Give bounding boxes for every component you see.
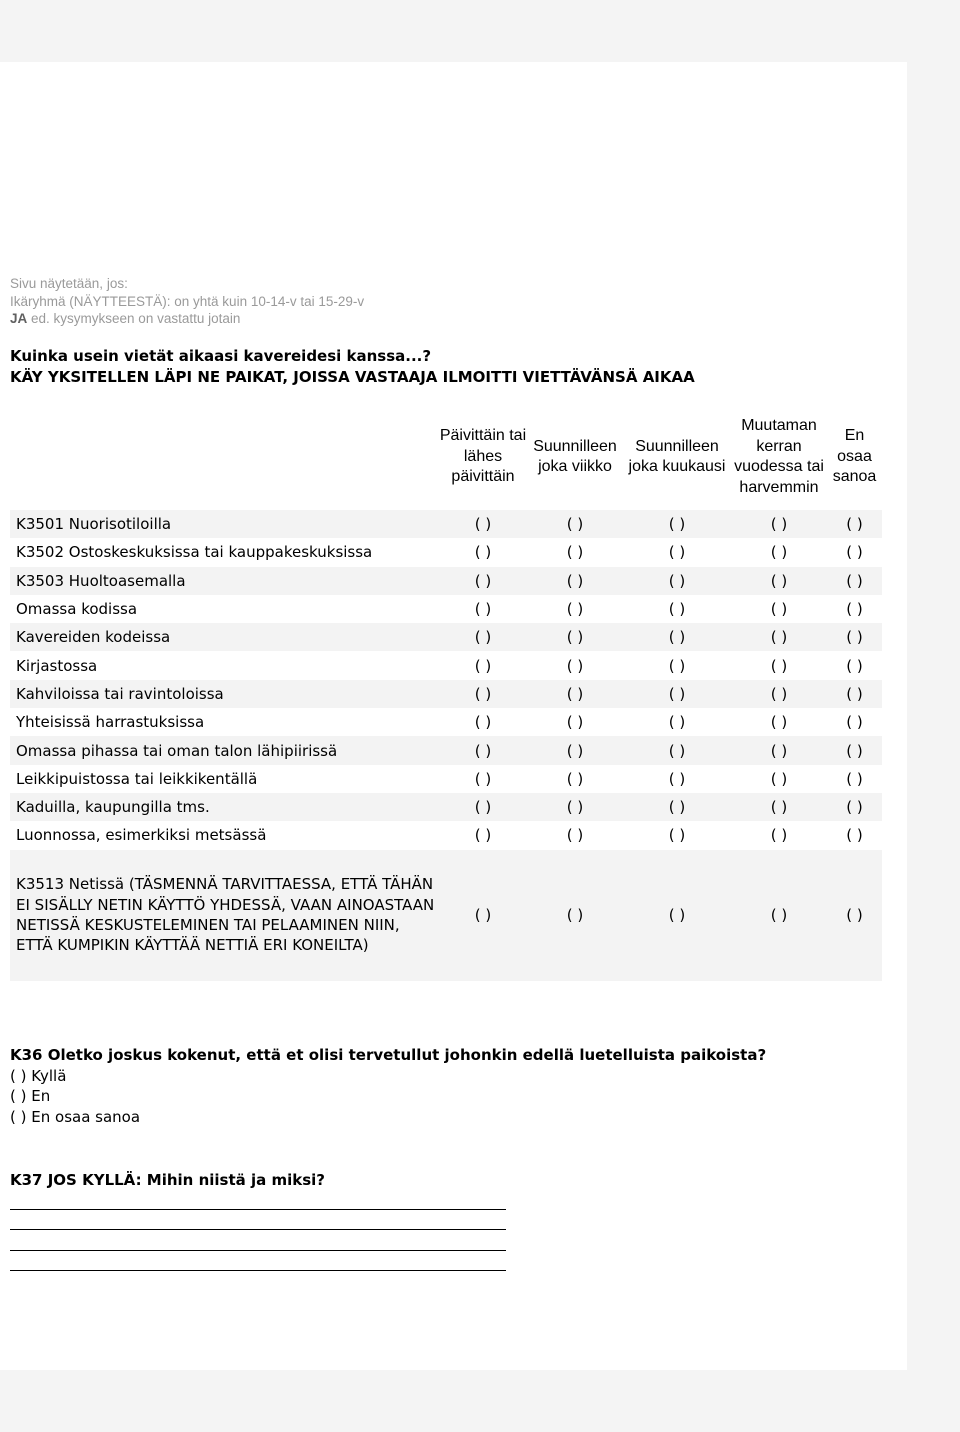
radio-option[interactable]: ( ) <box>668 769 686 788</box>
grid-row <box>10 538 882 566</box>
radio-option[interactable]: ( ) <box>527 623 623 651</box>
grid-row <box>10 708 882 736</box>
radio-option[interactable]: ( ) <box>623 623 731 651</box>
radio-option[interactable]: ( ) <box>474 600 492 619</box>
radio-marker[interactable]: ( ) <box>10 1107 27 1126</box>
radio-option[interactable]: ( ) <box>439 680 527 708</box>
condition-line-3 <box>10 310 364 328</box>
radio-option[interactable]: ( ) <box>623 567 731 595</box>
radio-option[interactable]: ( ) <box>731 510 827 538</box>
condition-and: JA <box>10 311 28 326</box>
radio-option[interactable]: ( ) <box>770 600 788 619</box>
grid-row-label: K3513 Netissä (TÄSMENNÄ TARVITTAESSA, ETTÄ TÄHÄN EI SISÄLLY NETIN KÄYTTÖ YHDESSÄ, VAAN AINOASTAAN NETISSÄ KESKUSTELEMINEN TAI PELAAMINEN NIIN, ETTÄ KUMPIKIN KÄYTTÄÄ NETTIÄ ERI KONEILTA) <box>10 850 439 981</box>
grid-row-label: K3503 Huoltoasemalla <box>10 567 439 595</box>
radio-option[interactable]: ( ) <box>439 736 527 764</box>
radio-option[interactable]: ( ) <box>623 736 731 764</box>
grid-row <box>10 510 882 538</box>
k36-option-label: Kyllä <box>31 1066 67 1085</box>
radio-option[interactable]: ( ) <box>527 850 623 981</box>
col-yearly: Muutaman kerran vuodessa tai harvemmin <box>734 417 824 496</box>
radio-option[interactable]: ( ) <box>731 680 827 708</box>
grid-row-label: Kirjastossa <box>16 656 98 675</box>
radio-option[interactable]: ( ) <box>623 850 731 981</box>
question-heading <box>10 346 695 388</box>
grid-row-label: Yhteisissä harrastuksissa <box>16 713 205 732</box>
grid-row <box>10 765 882 793</box>
radio-option[interactable]: ( ) <box>827 680 882 708</box>
radio-option[interactable]: ( ) <box>846 826 863 845</box>
radio-option[interactable]: ( ) <box>668 826 686 845</box>
k36-option-dont-know[interactable] <box>10 1107 766 1128</box>
k36-option-yes[interactable] <box>10 1066 766 1087</box>
radio-option[interactable]: ( ) <box>566 600 584 619</box>
radio-option[interactable]: ( ) <box>827 850 882 981</box>
grid-row-label: Omassa pihassa tai oman talon lähipiirissä <box>10 736 439 764</box>
radio-option[interactable]: ( ) <box>566 543 584 562</box>
radio-option[interactable]: ( ) <box>846 543 863 562</box>
radio-option[interactable]: ( ) <box>731 736 827 764</box>
radio-option[interactable]: ( ) <box>439 623 527 651</box>
radio-option[interactable]: ( ) <box>439 793 527 821</box>
answer-line-1[interactable] <box>10 1209 506 1210</box>
radio-option[interactable]: ( ) <box>623 793 731 821</box>
grid-row-label: Kaduilla, kaupungilla tms. <box>10 793 439 821</box>
radio-option[interactable]: ( ) <box>770 769 788 788</box>
radio-option[interactable]: ( ) <box>439 850 527 981</box>
grid-row-label: Kahviloissa tai ravintoloissa <box>10 680 439 708</box>
radio-option[interactable]: ( ) <box>846 713 863 732</box>
radio-option[interactable]: ( ) <box>474 713 492 732</box>
grid-row <box>10 793 882 821</box>
radio-option[interactable]: ( ) <box>827 567 882 595</box>
display-condition <box>10 275 364 328</box>
radio-option[interactable]: ( ) <box>527 567 623 595</box>
radio-option[interactable]: ( ) <box>846 656 863 675</box>
radio-option[interactable]: ( ) <box>623 680 731 708</box>
answer-line-4[interactable] <box>10 1270 506 1271</box>
grid-row-label: K3502 Ostoskeskuksissa tai kauppakeskuksissa <box>16 543 373 562</box>
radio-option[interactable]: ( ) <box>623 510 731 538</box>
grid-row-label: Leikkipuistossa tai leikkikentällä <box>16 769 258 788</box>
grid-row-label: Luonnossa, esimerkiksi metsässä <box>16 826 267 845</box>
radio-marker[interactable]: ( ) <box>10 1087 27 1105</box>
radio-option[interactable]: ( ) <box>668 600 686 619</box>
condition-line-1: Sivu näytetään, jos: <box>10 276 128 291</box>
radio-option[interactable]: ( ) <box>566 656 584 675</box>
question-title: Kuinka usein vietät aikaasi kavereidesi kanssa...? <box>10 347 432 365</box>
radio-option[interactable]: ( ) <box>527 510 623 538</box>
col-weekly: Suunnilleen joka viikko <box>533 437 617 475</box>
radio-option[interactable]: ( ) <box>439 510 527 538</box>
radio-option[interactable]: ( ) <box>474 543 492 562</box>
radio-option[interactable]: ( ) <box>827 736 882 764</box>
condition-line-2: Ikäryhmä (NÄYTTEESTÄ): on yhtä kuin 10-14-v tai 15-29-v <box>10 293 365 309</box>
radio-option[interactable]: ( ) <box>668 656 686 675</box>
radio-option[interactable]: ( ) <box>668 543 686 562</box>
radio-option[interactable]: ( ) <box>846 600 863 619</box>
radio-option[interactable]: ( ) <box>527 680 623 708</box>
radio-option[interactable]: ( ) <box>827 793 882 821</box>
grid-row <box>10 623 882 651</box>
col-dont-know: En osaa sanoa <box>832 427 877 486</box>
question-instruction: KÄY YKSITELLEN LÄPI NE PAIKAT, JOISSA VASTAAJA ILMOITTI VIETTÄVÄNSÄ AIKAA <box>10 368 695 386</box>
k37-question: K37 JOS KYLLÄ: Mihin niistä ja miksi? <box>10 1171 325 1189</box>
grid-row-label: K3501 Nuorisotiloilla <box>10 510 439 538</box>
radio-option[interactable]: ( ) <box>731 567 827 595</box>
grid-row <box>10 595 882 623</box>
grid-row <box>10 850 882 981</box>
radio-option[interactable]: ( ) <box>731 850 827 981</box>
k36-option-label: En <box>31 1087 51 1105</box>
radio-option[interactable]: ( ) <box>770 543 788 562</box>
k36-block <box>10 1045 766 1127</box>
grid-row-label: Omassa kodissa <box>16 600 138 619</box>
radio-option[interactable]: ( ) <box>527 736 623 764</box>
radio-option[interactable]: ( ) <box>827 510 882 538</box>
grid-header-blank <box>10 404 439 510</box>
radio-option[interactable]: ( ) <box>827 623 882 651</box>
condition-line-3-rest: ed. kysymykseen on vastattu jotain <box>27 311 241 326</box>
radio-option[interactable]: ( ) <box>731 793 827 821</box>
k36-option-no[interactable] <box>10 1086 766 1107</box>
radio-option[interactable]: ( ) <box>439 567 527 595</box>
radio-marker[interactable]: ( ) <box>10 1066 27 1085</box>
radio-option[interactable]: ( ) <box>566 769 584 788</box>
grid-body <box>10 510 882 981</box>
frequency-grid <box>10 404 882 981</box>
radio-option[interactable]: ( ) <box>566 713 584 732</box>
radio-option[interactable]: ( ) <box>770 713 788 732</box>
grid-row <box>10 680 882 708</box>
radio-option[interactable]: ( ) <box>474 826 492 845</box>
radio-option[interactable]: ( ) <box>527 793 623 821</box>
grid-row <box>10 736 882 764</box>
radio-option[interactable]: ( ) <box>846 769 863 788</box>
radio-option[interactable]: ( ) <box>770 656 788 675</box>
k36-question: K36 Oletko joskus kokenut, että et olisi tervetullut johonkin edellä luetelluista paikoista? <box>10 1046 767 1064</box>
radio-option[interactable]: ( ) <box>566 826 584 845</box>
k36-option-label: En osaa sanoa <box>31 1107 141 1126</box>
radio-option[interactable]: ( ) <box>731 623 827 651</box>
answer-line-3[interactable] <box>10 1250 506 1251</box>
grid-row <box>10 567 882 595</box>
col-daily: Päivittäin tai lähes päivittäin <box>439 427 527 486</box>
k37-block <box>10 1170 325 1191</box>
radio-option[interactable]: ( ) <box>770 826 788 845</box>
grid-row <box>10 651 882 679</box>
answer-line-2[interactable] <box>10 1229 506 1230</box>
radio-option[interactable]: ( ) <box>474 656 492 675</box>
grid-row-label: Kavereiden kodeissa <box>10 623 439 651</box>
grid-header-row <box>10 404 882 510</box>
col-monthly: Suunnilleen joka kuukausi <box>628 437 726 475</box>
radio-option[interactable]: ( ) <box>668 713 686 732</box>
grid-row <box>10 821 882 849</box>
radio-option[interactable]: ( ) <box>474 769 492 788</box>
